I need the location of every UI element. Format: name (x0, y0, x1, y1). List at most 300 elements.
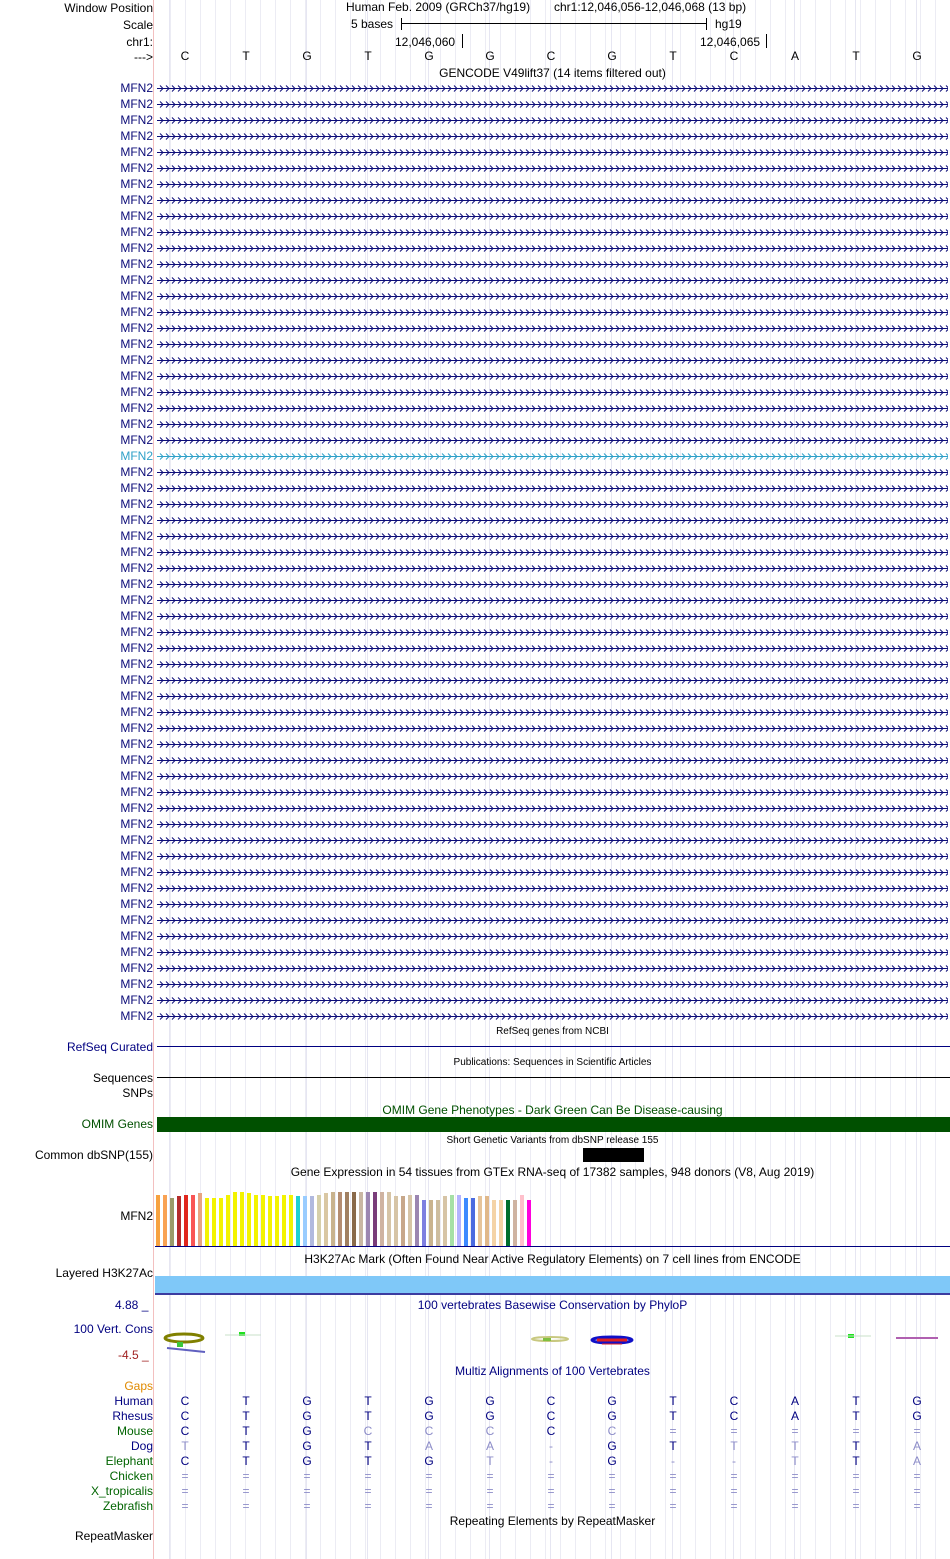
gencode-transcript[interactable] (157, 612, 948, 621)
gencode-transcript[interactable] (157, 132, 948, 141)
gencode-gene-label[interactable]: MFN2 (120, 577, 153, 591)
gencode-transcript[interactable] (157, 436, 948, 445)
gencode-transcript[interactable] (157, 964, 948, 973)
gencode-gene-label[interactable]: MFN2 (120, 193, 153, 207)
multiz-base: T (242, 1454, 250, 1468)
multiz-base: - (671, 1454, 675, 1468)
gencode-gene-label[interactable]: MFN2 (120, 625, 153, 639)
scale-bases-text: 5 bases (351, 17, 394, 31)
gencode-gene-label[interactable]: MFN2 (120, 961, 153, 975)
gencode-transcript[interactable] (157, 932, 948, 941)
gtex-tissue-bar[interactable] (527, 1200, 531, 1246)
gtex-tissue-bar[interactable] (261, 1195, 265, 1246)
multiz-base: T (852, 1394, 860, 1408)
gtex-tissue-bar[interactable] (415, 1195, 419, 1246)
gencode-transcript[interactable] (157, 900, 948, 909)
gtex-tissue-bar[interactable] (429, 1200, 433, 1246)
gencode-gene-label[interactable]: MFN2 (120, 513, 153, 527)
gencode-gene-label[interactable]: MFN2 (120, 817, 153, 831)
gtex-tissue-bar[interactable] (373, 1192, 377, 1246)
multiz-base: G (607, 1394, 617, 1408)
gencode-transcript[interactable] (157, 772, 948, 781)
refseq-track-title: RefSeq genes from NCBI (496, 1026, 609, 1037)
multiz-base: C (424, 1424, 434, 1438)
gtex-tissue-bar[interactable] (156, 1195, 160, 1246)
gtex-tissue-bar[interactable] (485, 1196, 489, 1246)
gtex-tissue-bar[interactable] (457, 1195, 461, 1246)
gencode-gene-label[interactable]: MFN2 (120, 1009, 153, 1023)
gaps-label: Gaps (124, 1379, 153, 1393)
gencode-transcript[interactable] (157, 324, 948, 333)
cons-track-title: 100 vertebrates Basewise Conservation by PhyloP (417, 1298, 688, 1312)
cons-min-label: -4.5 _ (118, 1348, 149, 1362)
gencode-transcript[interactable] (157, 948, 948, 957)
gtex-tissue-bar[interactable] (359, 1192, 363, 1246)
gencode-transcript[interactable] (157, 180, 948, 189)
multiz-base: = (425, 1499, 433, 1513)
gencode-transcript[interactable] (157, 388, 948, 397)
multiz-base: = (608, 1469, 616, 1483)
gtex-tissue-bar[interactable] (205, 1198, 209, 1246)
multiz-base: C (729, 1394, 739, 1408)
gencode-transcript[interactable] (157, 788, 948, 797)
assembly-label: Human Feb. 2009 (GRCh37/hg19) (346, 0, 531, 14)
gencode-gene-label[interactable]: MFN2 (120, 801, 153, 815)
gtex-tissue-bar[interactable] (338, 1192, 342, 1246)
gencode-gene-label[interactable]: MFN2 (120, 241, 153, 255)
gencode-gene-label[interactable]: MFN2 (120, 529, 153, 543)
multiz-base: T (852, 1454, 860, 1468)
gencode-gene-label[interactable]: MFN2 (120, 113, 153, 127)
gencode-transcript[interactable] (157, 420, 948, 429)
gencode-transcript[interactable] (157, 404, 948, 413)
cons-label[interactable]: 100 Vert. Cons (73, 1322, 153, 1336)
multiz-base: C (363, 1424, 373, 1438)
multiz-base: G (302, 1454, 312, 1468)
gtex-tissue-bar[interactable] (331, 1192, 335, 1246)
gencode-transcript[interactable] (157, 452, 948, 461)
gencode-gene-label[interactable]: MFN2 (120, 673, 153, 687)
multiz-base: T (852, 1409, 860, 1423)
gtex-tissue-bar[interactable] (345, 1192, 349, 1246)
gtex-tissue-bar[interactable] (296, 1196, 300, 1246)
gencode-gene-label[interactable]: MFN2 (120, 353, 153, 367)
gencode-gene-label[interactable]: MFN2 (120, 545, 153, 559)
gtex-tissue-bar[interactable] (401, 1196, 405, 1246)
gencode-gene-label[interactable]: MFN2 (120, 865, 153, 879)
gencode-transcript[interactable] (157, 676, 948, 685)
multiz-base: T (364, 1394, 372, 1408)
gencode-transcript[interactable] (157, 868, 948, 877)
gencode-gene-label[interactable]: MFN2 (120, 145, 153, 159)
dbsnp-variant[interactable] (583, 1148, 644, 1162)
multiz-base: = (791, 1484, 799, 1498)
gtex-tissue-bar[interactable] (184, 1195, 188, 1246)
gencode-transcript[interactable] (157, 740, 948, 749)
gencode-gene-label[interactable]: MFN2 (120, 945, 153, 959)
gencode-gene-label[interactable]: MFN2 (120, 497, 153, 511)
multiz-base: C (180, 1409, 190, 1423)
gencode-transcript[interactable] (157, 292, 948, 301)
gtex-tissue-bar[interactable] (422, 1200, 426, 1246)
gencode-gene-label[interactable]: MFN2 (120, 161, 153, 175)
repeatmasker-label[interactable]: RepeatMasker (74, 1529, 153, 1543)
gencode-gene-label[interactable]: MFN2 (120, 417, 153, 431)
multiz-base: G (424, 1454, 434, 1468)
gencode-transcript[interactable] (157, 692, 948, 701)
tick-label-left: 12,046,060 (395, 35, 456, 49)
gencode-gene-label[interactable]: MFN2 (120, 305, 153, 319)
gtex-tissue-bar[interactable] (520, 1195, 524, 1246)
multiz-base: = (181, 1469, 189, 1483)
gencode-gene-label[interactable]: MFN2 (120, 769, 153, 783)
gtex-tissue-bar[interactable] (443, 1196, 447, 1246)
gtex-tissue-bar[interactable] (380, 1192, 384, 1246)
cons-logo-3 (532, 1337, 568, 1341)
sequence-base: G (302, 49, 312, 63)
h3k27ac-label[interactable]: Layered H3K27Ac (55, 1266, 153, 1280)
multiz-base: C (546, 1424, 556, 1438)
gencode-gene-label[interactable]: MFN2 (120, 385, 153, 399)
gencode-transcript[interactable] (157, 84, 948, 93)
multiz-base: = (425, 1484, 433, 1498)
gtex-bar-chart[interactable] (155, 1180, 555, 1246)
sequence-base: A (790, 49, 799, 63)
gencode-transcript[interactable] (157, 628, 948, 637)
multiz-base: T (730, 1439, 738, 1453)
multiz-base: = (364, 1484, 372, 1498)
tick-mark-right (766, 34, 767, 48)
gtex-tissue-bar[interactable] (387, 1192, 391, 1246)
gencode-transcript[interactable] (157, 516, 948, 525)
multiz-base: = (730, 1499, 738, 1513)
gencode-gene-label[interactable]: MFN2 (120, 481, 153, 495)
gencode-transcript[interactable] (157, 308, 948, 317)
gtex-tissue-bar[interactable] (478, 1196, 482, 1246)
omim-track-title: OMIM Gene Phenotypes - Dark Green Can Be Disease-causing (382, 1103, 723, 1117)
multiz-base: = (547, 1484, 555, 1498)
multiz-base: T (364, 1454, 372, 1468)
gencode-gene-label[interactable]: MFN2 (120, 833, 153, 847)
gtex-tissue-bar[interactable] (289, 1195, 293, 1246)
position-label[interactable]: chr1:12,046,056-12,046,068 (13 bp) (554, 0, 747, 14)
sequence-base: C (180, 49, 190, 63)
gencode-gene-label[interactable]: MFN2 (120, 657, 153, 671)
multiz-base: T (791, 1439, 799, 1453)
multiz-base: = (791, 1424, 799, 1438)
gencode-transcript[interactable] (157, 484, 948, 493)
multiz-base: C (546, 1394, 556, 1408)
scale-db-label: hg19 (715, 17, 742, 31)
gencode-transcript[interactable] (157, 820, 948, 829)
gencode-gene-label[interactable]: MFN2 (120, 881, 153, 895)
multiz-base: T (791, 1454, 799, 1468)
gtex-tissue-bar[interactable] (240, 1192, 244, 1246)
gencode-transcript[interactable] (157, 708, 948, 717)
gencode-transcript[interactable] (157, 596, 948, 605)
multiz-species-label[interactable]: X_tropicalis (90, 1484, 153, 1498)
gencode-transcript[interactable] (157, 884, 948, 893)
cons-logo-track[interactable] (155, 1326, 950, 1356)
multiz-base: = (669, 1499, 677, 1513)
gencode-gene-label[interactable]: MFN2 (120, 97, 153, 111)
gencode-transcript[interactable] (157, 1012, 948, 1021)
multiz-base: = (852, 1499, 860, 1513)
gencode-transcript[interactable] (157, 548, 948, 557)
gtex-tissue-bar[interactable] (191, 1195, 195, 1246)
multiz-base: = (913, 1424, 921, 1438)
gtex-tissue-bar[interactable] (471, 1198, 475, 1246)
multiz-species-label[interactable]: Rhesus (112, 1409, 153, 1423)
scale-bar-left-tick (401, 18, 402, 30)
gencode-transcript[interactable] (157, 580, 948, 589)
gtex-label[interactable]: MFN2 (120, 1209, 153, 1223)
gtex-tissue-bar[interactable] (408, 1195, 412, 1246)
multiz-base: T (852, 1439, 860, 1453)
gtex-tissue-bar[interactable] (317, 1195, 321, 1246)
gencode-gene-label[interactable]: MFN2 (120, 401, 153, 415)
cons-logo-4 (592, 1337, 632, 1344)
multiz-species-label[interactable]: Zebrafish (102, 1499, 153, 1513)
gencode-gene-label[interactable]: MFN2 (120, 129, 153, 143)
gencode-gene-label[interactable]: MFN2 (120, 609, 153, 623)
multiz-base: T (669, 1439, 677, 1453)
gtex-tissue-bar[interactable] (310, 1196, 314, 1246)
sequence-base: G (912, 49, 922, 63)
sequence-base: C (546, 49, 556, 63)
gtex-tissue-bar[interactable] (499, 1200, 503, 1246)
multiz-base: G (607, 1409, 617, 1423)
multiz-base: - (549, 1439, 553, 1453)
multiz-base: T (242, 1424, 250, 1438)
gencode-gene-label[interactable]: MFN2 (120, 273, 153, 287)
gtex-tissue-bar[interactable] (212, 1198, 216, 1246)
gtex-tissue-bar[interactable] (464, 1198, 468, 1246)
gencode-transcript[interactable] (157, 980, 948, 989)
multiz-base: T (364, 1439, 372, 1453)
multiz-base: = (730, 1424, 738, 1438)
gtex-tissue-bar[interactable] (394, 1196, 398, 1246)
multiz-species-label[interactable]: Human (114, 1394, 153, 1408)
multiz-base: G (302, 1409, 312, 1423)
multiz-base: C (180, 1454, 190, 1468)
multiz-base: = (242, 1469, 250, 1483)
gtex-tissue-bar[interactable] (513, 1200, 517, 1246)
gencode-transcript[interactable] (157, 564, 948, 573)
scale-bar (401, 23, 706, 24)
multiz-base: = (303, 1469, 311, 1483)
gtex-tissue-bar[interactable] (219, 1198, 223, 1246)
dbsnp-label[interactable]: Common dbSNP(155) (34, 1148, 153, 1162)
multiz-base: G (302, 1394, 312, 1408)
gencode-gene-label[interactable]: MFN2 (120, 337, 153, 351)
gencode-gene-label[interactable]: MFN2 (120, 705, 153, 719)
gencode-transcript[interactable] (157, 996, 948, 1005)
gtex-tissue-bar[interactable] (324, 1193, 328, 1246)
gtex-tissue-bar[interactable] (177, 1196, 181, 1246)
gtex-tissue-bar[interactable] (282, 1195, 286, 1246)
gencode-gene-label[interactable]: MFN2 (120, 993, 153, 1007)
gencode-transcript[interactable] (157, 340, 948, 349)
gencode-transcript[interactable] (157, 644, 948, 653)
gencode-transcript[interactable] (157, 196, 948, 205)
publications-track-title: Publications: Sequences in Scientific Articles (453, 1057, 652, 1068)
gencode-gene-label[interactable]: MFN2 (120, 177, 153, 191)
gtex-tissue-bar[interactable] (198, 1193, 202, 1246)
multiz-base: T (181, 1439, 189, 1453)
gencode-transcript[interactable] (157, 468, 948, 477)
gtex-tissue-bar[interactable] (352, 1192, 356, 1246)
multiz-base: = (669, 1484, 677, 1498)
multiz-base: - (549, 1454, 553, 1468)
multiz-species-label[interactable]: Elephant (105, 1454, 153, 1468)
gencode-gene-label[interactable]: MFN2 (120, 593, 153, 607)
cons-logo-2 (225, 1332, 261, 1336)
gtex-tissue-bar[interactable] (233, 1192, 237, 1246)
gencode-gene-label[interactable]: MFN2 (120, 81, 153, 95)
sequence-base: T (669, 49, 677, 63)
multiz-base: G (607, 1454, 617, 1468)
sequences-label[interactable]: Sequences (92, 1071, 153, 1085)
gencode-transcript[interactable] (157, 500, 948, 509)
multiz-base: = (242, 1484, 250, 1498)
h3k27ac-signal[interactable] (155, 1276, 950, 1293)
multiz-species-label[interactable]: Chicken (109, 1469, 153, 1483)
gencode-gene-label[interactable]: MFN2 (120, 641, 153, 655)
multiz-base: G (302, 1439, 312, 1453)
sequence-base: G (607, 49, 617, 63)
gtex-tissue-bar[interactable] (226, 1195, 230, 1246)
sequence-base: T (364, 49, 372, 63)
gencode-transcript[interactable] (157, 532, 948, 541)
gencode-transcript[interactable] (157, 836, 948, 845)
multiz-species-label[interactable]: Dog (130, 1439, 153, 1453)
gtex-tissue-bar[interactable] (303, 1196, 307, 1246)
gencode-gene-label[interactable]: MFN2 (120, 849, 153, 863)
multiz-base: = (486, 1499, 494, 1513)
gtex-tissue-bar[interactable] (366, 1192, 370, 1246)
publications-line[interactable] (157, 1077, 950, 1078)
multiz-base: G (485, 1394, 495, 1408)
gencode-transcript[interactable] (157, 756, 948, 765)
h3k27ac-baseline (155, 1293, 950, 1295)
gencode-transcript[interactable] (157, 244, 948, 253)
gencode-gene-label[interactable]: MFN2 (120, 433, 153, 447)
gtex-tissue-bar[interactable] (450, 1195, 454, 1246)
multiz-base: = (791, 1499, 799, 1513)
gtex-tissue-bar[interactable] (163, 1195, 167, 1246)
multiz-base: = (181, 1484, 189, 1498)
gencode-transcript[interactable] (157, 356, 948, 365)
gencode-transcript[interactable] (157, 724, 948, 733)
multiz-base: A (485, 1439, 494, 1453)
omim-bar[interactable] (157, 1117, 950, 1132)
multiz-base: G (485, 1409, 495, 1423)
gtex-tissue-bar[interactable] (506, 1200, 510, 1246)
refseq-label[interactable]: RefSeq Curated (66, 1040, 153, 1054)
gencode-transcript[interactable] (157, 660, 948, 669)
gencode-gene-label[interactable]: MFN2 (120, 737, 153, 751)
gtex-tissue-bar[interactable] (170, 1198, 174, 1246)
multiz-base: C (180, 1424, 190, 1438)
gencode-gene-label[interactable]: MFN2 (120, 209, 153, 223)
gencode-gene-label[interactable]: MFN2 (120, 225, 153, 239)
chrom-label: chr1: (126, 35, 153, 49)
gencode-transcript[interactable] (157, 276, 948, 285)
gencode-gene-label[interactable]: MFN2 (120, 785, 153, 799)
gencode-transcript[interactable] (157, 916, 948, 925)
gencode-gene-label[interactable]: MFN2 (120, 257, 153, 271)
gtex-tissue-bar[interactable] (254, 1195, 258, 1246)
gencode-transcript[interactable] (157, 148, 948, 157)
scale-bar-right-tick (706, 18, 707, 30)
gencode-transcript[interactable] (157, 804, 948, 813)
multiz-base: = (364, 1469, 372, 1483)
multiz-species-label[interactable]: Mouse (116, 1424, 153, 1438)
gencode-gene-label[interactable]: MFN2 (120, 897, 153, 911)
gencode-gene-label[interactable]: MFN2 (120, 465, 153, 479)
gencode-transcript[interactable] (157, 372, 948, 381)
multiz-base: T (669, 1394, 677, 1408)
refseq-line[interactable] (157, 1046, 950, 1047)
gencode-transcript[interactable] (157, 260, 948, 269)
gencode-gene-label[interactable]: MFN2 (120, 721, 153, 735)
gtex-tissue-bar[interactable] (275, 1196, 279, 1246)
gencode-gene-label[interactable]: MFN2 (120, 929, 153, 943)
omim-label[interactable]: OMIM Genes (81, 1117, 153, 1131)
gencode-gene-label[interactable]: MFN2 (120, 289, 153, 303)
gencode-gene-label[interactable]: MFN2 (120, 977, 153, 991)
gencode-gene-label[interactable]: MFN2 (120, 913, 153, 927)
multiz-base: = (669, 1424, 677, 1438)
gencode-transcript[interactable] (157, 212, 948, 221)
gencode-transcript[interactable] (157, 228, 948, 237)
scale-label: Scale (122, 18, 153, 32)
tick-mark-left (462, 34, 463, 48)
multiz-base: = (913, 1484, 921, 1498)
gtex-baseline (155, 1246, 950, 1247)
multiz-base: C (607, 1424, 617, 1438)
multiz-base: = (364, 1499, 372, 1513)
multiz-base: T (242, 1439, 250, 1453)
multiz-base: C (180, 1394, 190, 1408)
multiz-base: = (181, 1499, 189, 1513)
multiz-base: T (669, 1409, 677, 1423)
gtex-tissue-bar[interactable] (492, 1200, 496, 1246)
multiz-base: = (303, 1484, 311, 1498)
gencode-gene-label[interactable]: MFN2 (120, 369, 153, 383)
multiz-base: G (424, 1394, 434, 1408)
gencode-transcript[interactable] (157, 852, 948, 861)
gencode-gene-label[interactable]: MFN2 (120, 561, 153, 575)
gencode-gene-label[interactable]: MFN2 (120, 689, 153, 703)
gencode-gene-label[interactable]: MFN2 (120, 753, 153, 767)
strand-label: ---> (134, 50, 153, 64)
gencode-gene-label[interactable]: MFN2 (120, 321, 153, 335)
gtex-tissue-bar[interactable] (247, 1193, 251, 1246)
gencode-transcript[interactable] (157, 100, 948, 109)
gencode-transcript[interactable] (157, 116, 948, 125)
multiz-base: = (486, 1484, 494, 1498)
gencode-transcript[interactable] (157, 164, 948, 173)
gtex-tissue-bar[interactable] (436, 1200, 440, 1246)
multiz-base: A (790, 1394, 799, 1408)
dbsnp-track-title: Short Genetic Variants from dbSNP release 155 (446, 1135, 659, 1146)
multiz-base: G (912, 1394, 922, 1408)
multiz-base: = (608, 1499, 616, 1513)
gencode-gene-label[interactable]: MFN2 (120, 449, 153, 463)
gtex-tissue-bar[interactable] (268, 1196, 272, 1246)
